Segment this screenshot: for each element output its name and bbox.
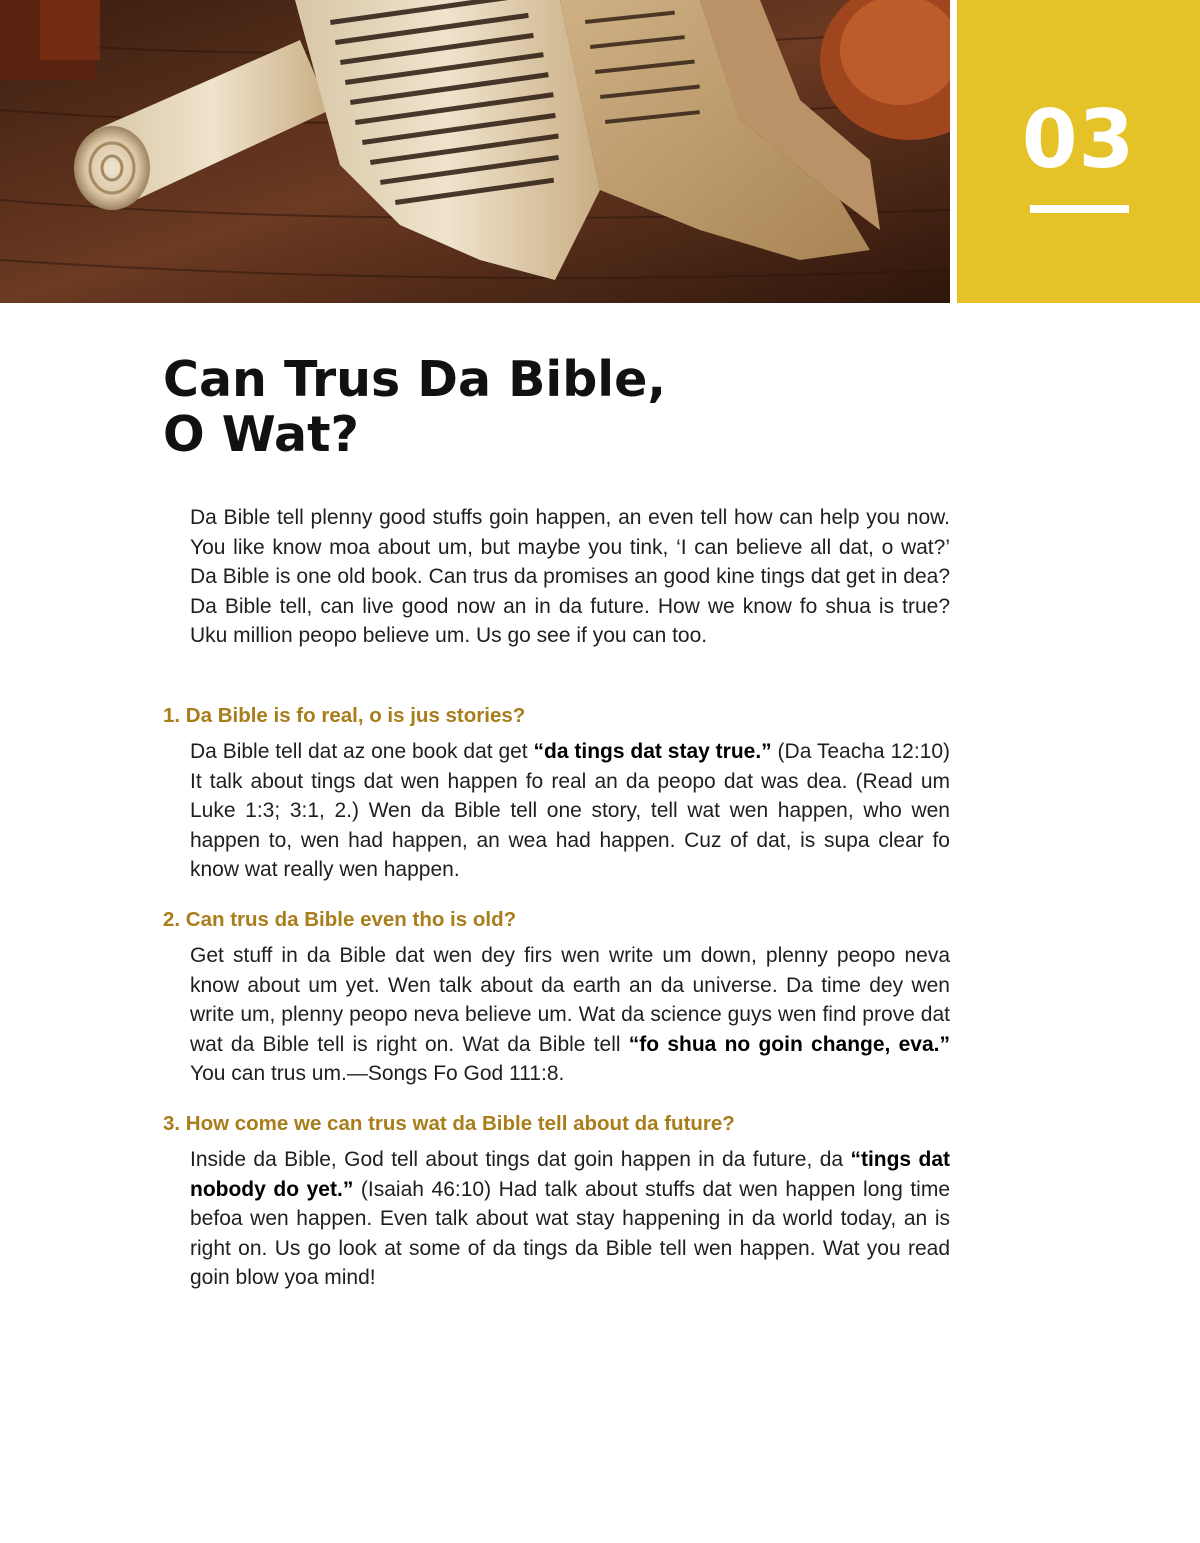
section-1-text-after: (Da Teacha 12:10) It talk about tings dat wen happen fo real an da peopo dat was dea. (Read um Luke 1:3; 3:1, 2.) Wen da Bible tell one story, tell wat wen happen, who wen happen to, wen had happen, an wea had happen. Cuz of dat, is supa clear fo know wat really wen happen. bbox=[190, 740, 951, 882]
section-heading-1: 1. Da Bible is fo real, o is jus stories? bbox=[163, 704, 526, 727]
section-paragraph-2 bbox=[190, 941, 950, 1089]
scrolls-illustration bbox=[0, 0, 950, 303]
section-paragraph-1 bbox=[190, 737, 950, 885]
page-title bbox=[163, 352, 943, 462]
section-3-text-after: (Isaiah 46:10) Had talk about stuffs dat wen happen long time befoa wen happen. Even talk about wat stay happening in da world today, an is right on. Us go look at some of da tings da Bible tell wen happen. Wat you read goin blow yoa mind! bbox=[190, 1177, 951, 1290]
page-title-line-1: Can Trus Da Bible, bbox=[163, 351, 666, 408]
section-2-text-before: Get stuff in da Bible dat wen dey firs wen write um down, plenny peopo neva know about um yet. Wen talk about da earth an da universe. Da time dey wen write um, plenny peopo neva believe um. Wat da science guys wen find prove dat wat da Bible tell is right on. Wat da Bible tell bbox=[190, 944, 950, 1056]
section-1-text-before: Da Bible tell dat az one book dat get bbox=[190, 740, 534, 763]
lesson-number-badge bbox=[957, 0, 1200, 303]
section-3-quote: “tings dat nobody do yet.” bbox=[190, 1148, 951, 1201]
header-divider bbox=[950, 0, 957, 303]
lesson-number: 03 bbox=[1021, 93, 1136, 186]
lesson-number-underline bbox=[1030, 205, 1129, 213]
section-heading-2: 2. Can trus da Bible even tho is old? bbox=[163, 908, 517, 931]
section-1-quote: “da tings dat stay true.” bbox=[533, 740, 772, 763]
page-title-line-2: O Wat? bbox=[163, 406, 359, 463]
section-paragraph-3 bbox=[190, 1145, 950, 1293]
section-3-text-before: Inside da Bible, God tell about tings dat goin happen in da future, da bbox=[190, 1148, 851, 1171]
section-2-quote: “fo shua no goin change, eva.” bbox=[628, 1032, 950, 1056]
section-2-text-after: You can trus um.—Songs Fo God 111:8. bbox=[190, 1062, 565, 1086]
scrolls-photo bbox=[0, 0, 950, 303]
section-heading-3: 3. How come we can trus wat da Bible tell about da future? bbox=[163, 1112, 735, 1135]
intro-paragraph: Da Bible tell plenny good stuffs goin happen, an even tell how can help you now. You like know moa about um, but maybe you tink, ‘I can believe all dat, o wat?’ Da Bible is one old book. Can trus da promises an good kine tings dat get in dea? Da Bible tell, can live good now an in da future. How we know fo shua is true? Uku million peopo believe um. Us go see if you can too. bbox=[190, 506, 950, 648]
